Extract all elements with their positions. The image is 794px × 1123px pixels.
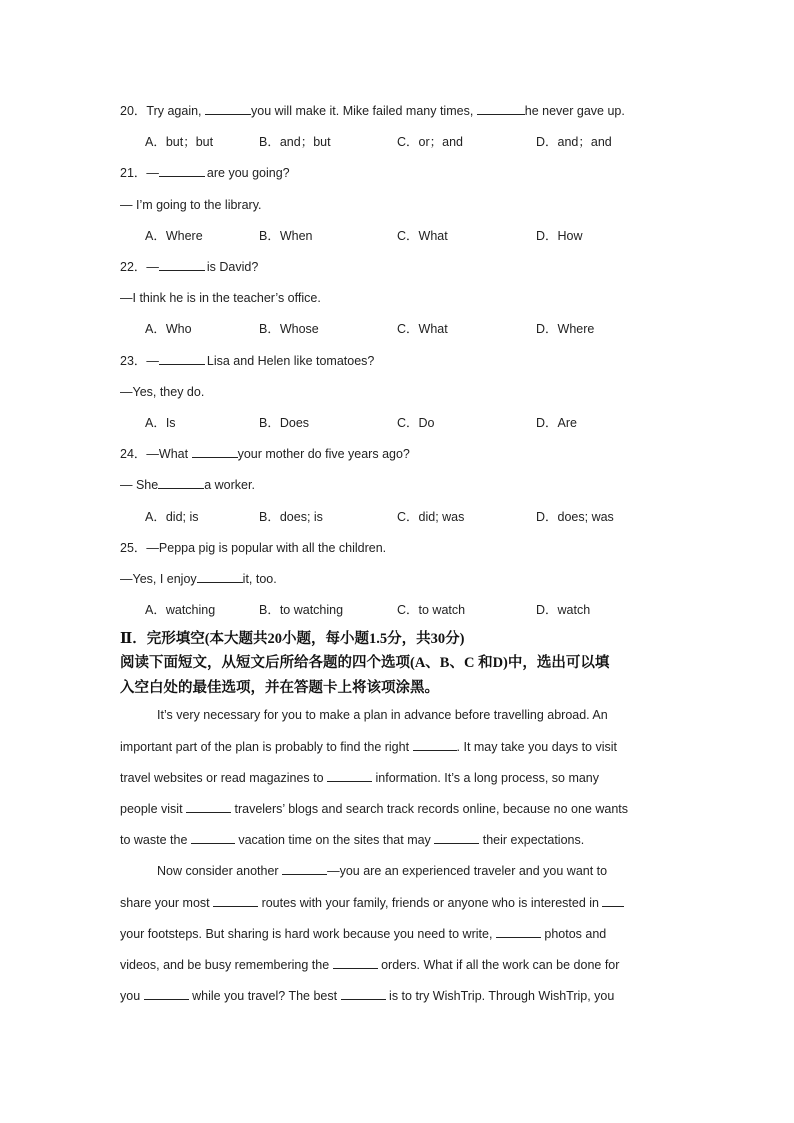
question-text: Try again, xyxy=(146,104,205,118)
question-number: 22． xyxy=(120,260,147,274)
option-d: D．Where xyxy=(536,322,595,336)
answer-blank xyxy=(434,832,479,844)
question-text: — xyxy=(146,260,159,274)
passage-text: information. It’s a long process, so many xyxy=(372,771,600,785)
answer-blank xyxy=(327,770,372,782)
passage-text: your footsteps. But sharing is hard work because you need to write, xyxy=(120,927,496,941)
option-b: B．Does xyxy=(259,416,310,430)
answer-blank xyxy=(191,832,235,844)
option-a: A．watching xyxy=(145,603,216,617)
question-text: —Peppa pig is popular with all the children. xyxy=(146,541,387,555)
passage-text: share your most xyxy=(120,896,214,910)
answer-text: — She xyxy=(120,478,159,492)
passage-text: people visit xyxy=(120,802,187,816)
question-21 xyxy=(120,165,290,181)
option-c: C．or；and xyxy=(397,135,463,149)
question-23 xyxy=(120,353,374,369)
question-text: your mother do five years ago? xyxy=(237,447,410,461)
question-20 xyxy=(120,103,625,119)
option-d: D．and；and xyxy=(536,135,612,149)
question-25-answer xyxy=(120,571,277,587)
answer-blank xyxy=(159,353,205,365)
option-b: B．and；but xyxy=(259,135,331,149)
answer-blank xyxy=(333,957,378,969)
answer-blank xyxy=(159,165,205,177)
passage-text: photos and xyxy=(540,927,607,941)
answer-blank xyxy=(341,988,386,1000)
question-text: Lisa and Helen like tomatoes? xyxy=(206,354,375,368)
question-22-answer: —I think he is in the teacher’s office. xyxy=(120,291,321,305)
option-a: A．Where xyxy=(145,229,203,243)
option-d: D．How xyxy=(536,229,583,243)
answer-blank xyxy=(282,863,327,875)
answer-text: —Yes, I enjoy xyxy=(120,572,197,586)
answer-blank xyxy=(213,895,258,907)
option-c: C．did; was xyxy=(397,510,465,524)
answer-text: a worker. xyxy=(204,478,255,492)
passage-text: . It may take you days to visit xyxy=(456,740,618,754)
question-text: — xyxy=(146,354,159,368)
option-c: C．to watch xyxy=(397,603,466,617)
answer-blank xyxy=(159,259,205,271)
passage-text: their expectations. xyxy=(479,833,585,847)
passage-line xyxy=(120,739,617,755)
option-c: C．Do xyxy=(397,416,435,430)
passage-line xyxy=(120,770,599,786)
question-24 xyxy=(120,446,410,462)
question-23-answer: —Yes, they do. xyxy=(120,385,205,399)
question-number: 21． xyxy=(120,166,147,180)
answer-blank xyxy=(158,477,204,489)
question-text: — xyxy=(146,166,159,180)
passage-text: to waste the xyxy=(120,833,191,847)
option-a: A．Is xyxy=(145,416,176,430)
passage-text: orders. What if all the work can be done for xyxy=(377,958,620,972)
passage-text: while you travel? The best xyxy=(188,989,341,1003)
passage-line xyxy=(120,801,628,817)
answer-blank xyxy=(205,103,251,115)
question-text: he never gave up. xyxy=(524,104,625,118)
passage-line xyxy=(157,863,607,879)
question-number: 20． xyxy=(120,104,147,118)
passage-line xyxy=(120,832,584,848)
passage-text: travelers’ blogs and search track records online, because no one wants xyxy=(231,802,628,816)
option-b: B．to watching xyxy=(259,603,344,617)
question-text: is David? xyxy=(206,260,259,274)
passage-line xyxy=(120,895,624,911)
option-d: D．does; was xyxy=(536,510,614,524)
passage-text: videos, and be busy remembering the xyxy=(120,958,333,972)
question-number: 25． xyxy=(120,541,147,555)
passage-line xyxy=(120,957,619,973)
passage-text: vacation time on the sites that may xyxy=(234,833,435,847)
option-b: B．does; is xyxy=(259,510,323,524)
question-22 xyxy=(120,259,258,275)
question-24-answer xyxy=(120,477,255,493)
option-c: C．What xyxy=(397,229,448,243)
passage-text: routes with your family, friends or anyone who is interested in xyxy=(258,896,603,910)
question-number: 23． xyxy=(120,354,147,368)
option-d: D．Are xyxy=(536,416,577,430)
question-number: 24． xyxy=(120,447,147,461)
passage-text: is to try WishTrip. Through WishTrip, you xyxy=(385,989,615,1003)
section-title: Ⅱ．完形填空(本大题共20小题，每小题1.5分，共30分) xyxy=(120,631,465,647)
answer-blank xyxy=(477,103,525,115)
option-b: B．Whose xyxy=(259,322,319,336)
answer-blank xyxy=(186,801,231,813)
answer-blank xyxy=(413,739,457,751)
option-d: D．watch xyxy=(536,603,591,617)
section-instructions: 入空白处的最佳选项，并在答题卡上将该项涂黑。 xyxy=(120,680,439,696)
question-25 xyxy=(120,540,386,556)
passage-text: travel websites or read magazines to xyxy=(120,771,328,785)
answer-blank xyxy=(144,988,189,1000)
option-a: A．Who xyxy=(145,322,192,336)
section-instructions: 阅读下面短文，从短文后所给各题的四个选项(A、B、C 和D)中，选出可以填 xyxy=(120,655,610,671)
question-text: are you going? xyxy=(206,166,290,180)
question-21-answer: — I’m going to the library. xyxy=(120,198,262,212)
question-text: —What xyxy=(146,447,192,461)
question-text: you will make it. Mike failed many times, xyxy=(251,104,477,118)
option-a: A．but；but xyxy=(145,135,214,149)
option-c: C．What xyxy=(397,322,448,336)
option-b: B．When xyxy=(259,229,313,243)
answer-blank xyxy=(602,895,624,907)
passage-line xyxy=(120,926,606,942)
passage-text: —you are an experienced traveler and you want to xyxy=(327,864,608,878)
answer-blank xyxy=(496,926,541,938)
passage-line: It’s very necessary for you to make a plan in advance before travelling abroad. An xyxy=(157,708,608,722)
answer-blank xyxy=(192,446,238,458)
passage-line xyxy=(120,988,614,1004)
passage-text: Now consider another xyxy=(157,864,283,878)
passage-text: you xyxy=(120,989,144,1003)
answer-blank xyxy=(197,571,243,583)
passage-text: important part of the plan is probably to find the right xyxy=(120,740,413,754)
answer-text: it, too. xyxy=(242,572,277,586)
option-a: A．did; is xyxy=(145,510,199,524)
